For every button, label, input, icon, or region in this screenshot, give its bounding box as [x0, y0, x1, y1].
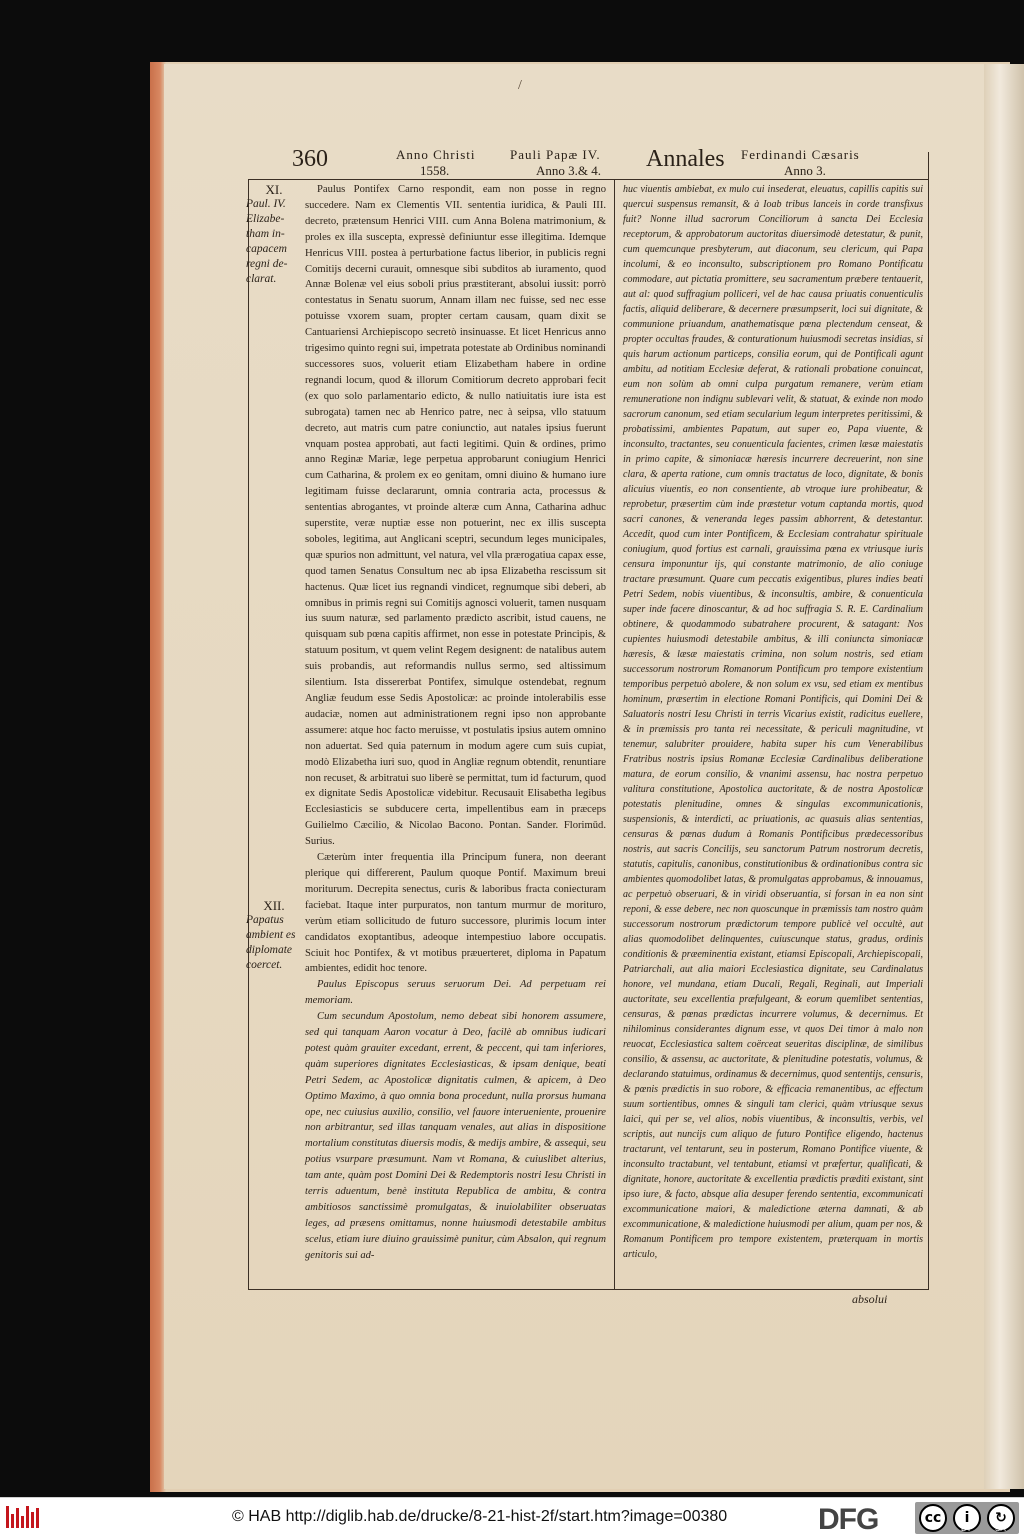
- frame-bottom-rule: [248, 1289, 929, 1290]
- left-column: [305, 182, 606, 1264]
- bull-heading: Paulus Episcopus seruus seruorum Dei. Ad perpetuam rei memoriam.: [305, 979, 606, 1007]
- right-column: [623, 182, 923, 1262]
- header-anno-christi: Anno Christi: [396, 147, 476, 162]
- pencil-mark: /: [518, 78, 522, 93]
- margin-note-xii: [246, 898, 302, 973]
- paragraph: Paulus Pontifex Carno respondit, eam non posse in regno succedere. Nam ex Clementis VII. sententia iuridica, & Pauli III. decreto, prætensum Henrici VIII. cum Anna Bolena matrimonium, & proles ex illa suscepta, expressè definiuntur esse illegitima. Idemque Henricus VIII. postea à perturbatione factus liberior, in publicis regni Comitijs decerni curauit, omnesque sibi subditos ab iuramento, quod Annæ Bolenæ vel eius soboli prius præstiterant, absolui iussit: porrò contestatus in Senatu suorum, Annam illam nec fuisse, sed nec esse potuisse vxorem suam, propter certam causam, quam dixit se Cantuariensi Archiepiscopo secretò insinuasse. Et licet Henricus anno trigesimo quinto regni sui, impetrata potestate ab Ordinibus nominandi successores suos, voluerit etiam Elizabetham habere in ordine regnandi locum, quod & illorum Comitiorum decreto approbari fecit (ex quo solo parlamentario edicto, & nullo natiuitatis iure ista est subrogata) tamen nec ab Henrico patre, nec à seipsa, vllo statuum decreto, aut matris cum patre coniunctio, aut natales ipsius fuerunt vnquam postea approbati, aut facti legitimi. Quin & ordines, primo anno Reginæ Mariæ, lege perpetua approbarunt coniugium Henrici cum Catharina, & prolem ex eo genitam, omni diuino & humano iure legitimam fuisse declararunt, omnia contraria acta, processus & sententias abrogantes, vt proinde alteræ cum Anna, Catharina adhuc superstite, veræ nuptiæ esse non potuerint, nec ex illis suscepta soboles, legitima, aut Anglicani sceptri, secundum leges municipales, quæ spurios non admittunt, vel natura, vel vlla prærogatiua capax esse, quod tamen Senatus Consultum nec ab ipsa Elizabetha rescissum sit hactenus. Quæ licet ius regnandi vindicet, regnumque sibi deberi, ab omnibus in primis regni sui Comitijs agnosci voluerit, tamen nusquam ius suum naturæ, sed parlamento prædicto ascribit, istud cauens, ne quisquam sub pœna capitis affirmet, non esse in potestate Principis, & statuum positum, vt quem velint Regem designent: de natalibus autem suis probandis, aut reformandis nullus sermo, sed altissimum silentium. Ista dissererbat Pontifex, simulque ostendebat, regnum Angliæ feudum esse Sedis Apostolicæ: ac proinde intolerabilis esse audaciæ, nomen aut administrationem regni ipso non approbante assumere: atque hoc facto meruisse, vt postulatis ipsius autem omnino non aduertat. Sed quia paternum in modum agere cum suis cupiat, modò Elizabetha iuri suo, quod in Angliæ regnum obtendit, renuntiare non recuset, & arbitratui suo liberè se permittat, tum id facturum, quod ex dignitate Sedis Apostolicæ videbitur. Recusauit Elisabetha legibus Ecclesiasticis se subducere certa, impellentibus eam in præceps Guilielmo Cæcilio, & Nicolao Bacono. Pontan. Sander. Florimūd. Surius.: [305, 184, 606, 848]
- margin-note-text: Papatus ambient es diplomate coercet.: [246, 914, 296, 971]
- paragraph: huc viuentis ambiebat, ex mulo cui insederat, eleuatus, capillis capitis sui quercui suspensus remansit, & à Ioab tribus lanceis in corde transfixus fuit? Nonne illud sacrorum Conciliorum à sancta Dei Ecclesia receptorum, & approbatorum auctoritas diuersimodè detestatur, & punit, cum quemcunque presbyterum, aut diaconum, seu clericum, qui Papa incolumi, & eo inconsulto, subscriptionem pro Romano Pontificatu commodare, aut pictatia promittere, seu sacramentum præbere tentauerit, aut al: quod suffragium polliceri, vel de hac causa priuatis conuenticulis factis, aliquid deliberare, & decernere præsumpserit, loci sui dignitate, & communione priuandum, anathematisque pœna plectendum censeat, & propter occultas fraudes, & conturationum huiusmodi secretas insidias, si quis harum actionum particeps, consilia eorum, qui de Pontificali agunt ambitu, ad notitiam Ecclesiæ deferat, & rationali probatione conuincat, eum non solùm ab omni culpa purgatum remanere, verùm etiam remuneratione non indignu sublevari velit, & statuat, & exinde non modo sacrorum canonum, sed etiam secularium legum interpretes peritissimi, & probatissimi, ambientes Papatum, aut super eo, Papa viuente, & inconsulto, tractantes, seu conuenticula facientes, crimen læsæ maiestatis in primo capite, & simoniacæ hæresis incurrere decreuerint, non sine clara, & aperta ratione, cum omnis tractatus de loco, dignitate, & bonis alicuius viuentis, eo non consentiente, ab vtroque iure prohibeatur, & reprobetur, præsertim cùm inde præstetur votum captanda mortis, quod sacri canones, & veneranda leges passim abhorrent, & detestantur. Accedit, quod cum inter Pontificem, & Ecclesiam contrahatur spirituale coniugium, quod fortius est carnali, grauissima pœna ex vtriusque iuris censura imponuntur ijs, qui constante matrimonio, de alio coniuge tractare præsumunt. Quare cum peccatis exigentibus, plures indies beati Petri Sedem, nobis viuentibus, & inconsultis, ambire, & conuenticula super inde facere dinoscantur, & ad hoc suffragia S. R. E. Cardinalium obtinere, & quodammodo subatrahere procurent, & satagant: Nos cupientes huiusmodi detestabile ambitus, & illi coniuncta simoniacæ hæresis, & læsæ maiestatis crimina, non solum nostris, sed etiam successorum nostrorum Romanorum Pontificum pro tempore existentium temporibus perpetuò abolere, & non solum ex vsu, sed etiam ex mentibus hominum, præsertim in electione Romani Pontificis, qui Domini Dei & Saluatoris nostri Iesu Christi in terris Vicarius existit, radicitus euellere, & in præmissis pro tanta rei necessitate, & periculi magnitudine, vt tenemur, salubriter prouidere, habita super his cum Venerabilibus Fratribus nostris ipsius Romanæ Ecclesiæ Cardinalibus deliberatione matura, de eorum consilio, & vnanimi assensu, hac nostra perpetuo valitura constitutione, Apostolica auctoritate, & de nostra Apostolicæ potestatis plenitudine, omnes & singulas excommunicationis, suspensionis, & interdicti, ac priuationis, ac quasuis alias sententias, censuras & pœnas dudum à Romanis Pontificibus prædecessoribus nostris, aut sacris Concilijs, seu sanctorum Patrum nostrorum decretis, statutis, capitulis, canonibus, constitutionibus & ordinationibus contra sic ambientes quomodolibet latas, & promulgatas approbamus, & innouamus, ac perpetuò obseruari, & in viridi obseruantia, si forsan in ea non sint reponi, & esse debere, nec non quoscunque in præmissis tam nostro quàm successorum nostrorum prædictorum tempore publicè vel occultè, aut alias quomodolibet delinquentes, cuiuscunque status, gradus, ordinis conditionis & præeminentia existant, etiamsi Episcopali, Archiepiscopali, Patriarchali, aut alia maiori Ecclesiastica dignitate, seu Cardinalatus honore, vel mundana, etiam Ducali, Regali, Reginali, aut Imperiali auctoritate, seu excellentia præfulgeant, & eorum quemlibet sententias, censuras, & pœnas prædictas incurrere volumus, & decernimus. Et nihilominus considerantes dignum esse, vt quos Dei timor à malo non reuocat, Ecclesiastica saltem coërceat seueritas disciplinæ, de similibus consilio, & assensu, ac auctoritate, & plenitudine potestatis, volumus, & declarando statuimus, ordinamus & decernimus, quod sententijs, censuris, & pœnis prædictis in suo robore, & efficacia remanentibus, ac effectum suum sortientibus, omnes & singuli tam clerici, quàm vtriusque sexus laici, qui per se, vel alios, nobis viuentibus, & inconsultis, verbis, vel scriptis, aut nuncijs cum aliquo de futuro Pontifice eligendo, hactenus tractarunt, vel tentarunt, seu in posterum, Romano Pontifice viuente, & inconsulto tractabunt, vel tentabunt, etiamsi vt præfertur, qualificati, & dignitate, honore, auctoritate & excellentia prædictis præditi existant, sint ipso iure, & facto, absque alia desuper ferendo sententia, excommunicati excommunicatione maiori, & maledictione æterna damnati, & ab excommunicatione, & maledictione huiusmodi per alium, quam per nos, & Romanum Pontificem pro tempore existentem, præterquam in mortis articulo,: [623, 184, 923, 1260]
- catchword: absolui: [852, 1292, 888, 1306]
- page-gutter: [984, 64, 1024, 1489]
- header-emperor-year: Anno 3.: [784, 163, 826, 178]
- copyright-link[interactable]: © HAB http://diglib.hab.de/drucke/8-21-hist-2f/start.htm?image=00380: [232, 1508, 728, 1525]
- paragraph: Cum secundum Apostolum, nemo debeat sibi honorem assumere, sed qui tanquam Aaron vocatur à Deo, facilè ab omnibus iudicari potest quàm grauiter excedant, errent, & peccent, qui tam inferiores, quàm superiores dignitates Ecclesiasticas, & ipsam denique, beati Petri Sedem, ac Apostolicæ dignitatis culmen, & apicem, à Deo Optimo Maximo, à quo omnia bona procedunt, nulla prorsus humana ope, nec cuiusius auxilio, consilio, vel fauore interueniente, prouenire non arbitrantur, sed illas tanquam venales, aut alias in dispositione mortalium constitutas diuersis modis, & medijs ambire, & assequi, seu potius vsurpare præsumunt. Nam vt Romana, & cuiuslibet alterius, tam ante, quàm post Domini Dei & Redemptoris nostri Iesu Christi in terris aduentum, benè instituta Republica de ambitu, & contra ambitiosos sanctissimè promulgatas, & inuiolabiliter obseruatas leges, ad præsens omittamus, nonne huiusmodi detestabile ambitus scelus, etiam iure diuino grauissimè punitur, cùm Absalon, qui regnum genitoris sui ad-: [305, 1011, 606, 1261]
- cc-by-label: BY: [961, 1524, 972, 1533]
- page-number: 360: [292, 146, 328, 172]
- frame-left-rule: [248, 179, 249, 1289]
- column-divider: [614, 179, 615, 1289]
- margin-note-number: XII.: [263, 898, 285, 913]
- cc-license-badge[interactable]: [915, 1502, 1019, 1534]
- footer-bar: [0, 1497, 1024, 1538]
- margin-note-text: Paul. IV. Elizabe-tham in-capacem regni de-clarat.: [246, 198, 288, 285]
- header-title: Annales: [646, 146, 725, 172]
- running-header: [254, 146, 984, 180]
- margin-note-number: XI.: [265, 182, 283, 197]
- by-icon: i: [953, 1504, 981, 1532]
- header-year: 1558.: [420, 163, 450, 178]
- frame-right-rule: [928, 152, 929, 1289]
- header-pope: Pauli Papæ IV.: [510, 147, 601, 162]
- margin-note-xi: [246, 182, 302, 287]
- header-rule-top: [248, 179, 928, 180]
- cc-icon: cc: [919, 1504, 947, 1532]
- header-emperor: Ferdinandi Cæsaris: [741, 147, 860, 162]
- hab-logo-icon: [6, 1506, 42, 1530]
- dfg-logo: DFG: [818, 1503, 879, 1536]
- paragraph: Cæterùm inter frequentia illa Principum funera, non deerant plerique qui differerent, Paulum quoque Pontif. Maximum breui moriturum. Decrepita senectus, curis & laboribus fracta coniecturam faciebat. Itaque inter purpuratos, non tantum murmur de morituro, verùm etiam sollicitudo de futuro successore, plurimis locum inter candidatos exoptantibus, adeoque intempestiuo labore occupatis. Sciuit hoc Pontifex, & vt motibus præuerteret, diploma in Papatum ambientes, edidit hoc tenore.: [305, 852, 606, 975]
- sa-icon: ↻: [987, 1504, 1015, 1532]
- header-pope-year: Anno 3.& 4.: [536, 163, 601, 178]
- cc-sa-label: SA: [995, 1524, 1006, 1533]
